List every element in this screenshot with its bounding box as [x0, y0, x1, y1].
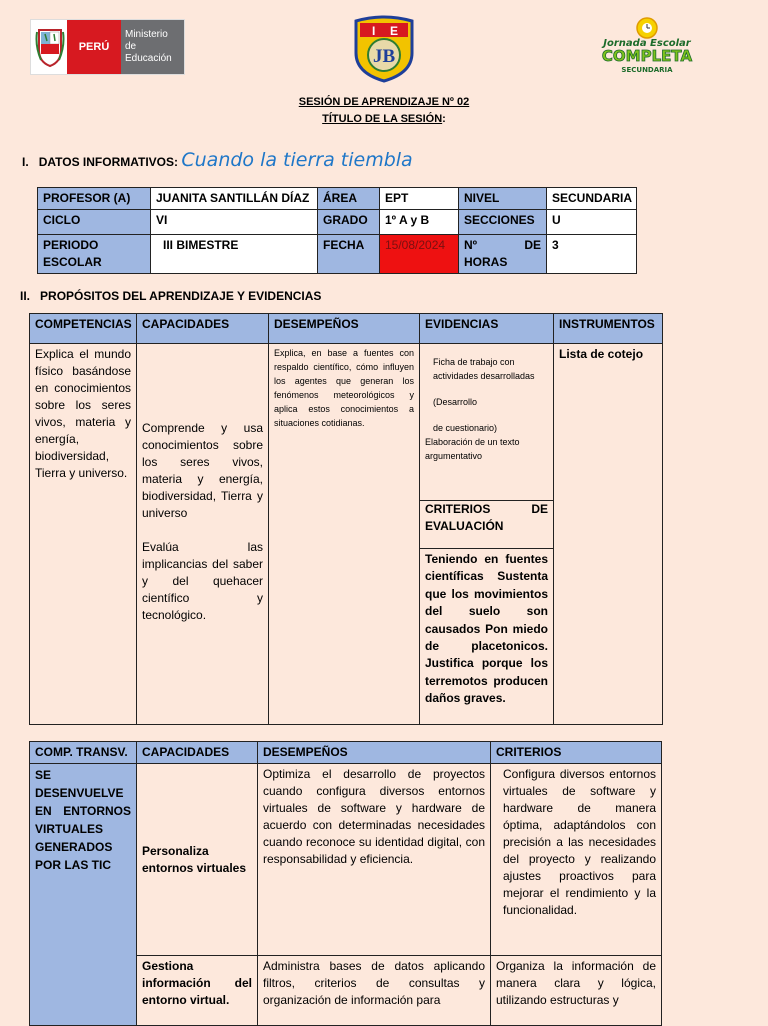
ciclo-label: CICLO: [38, 210, 151, 235]
evidencia-1: Ficha de trabajo con actividades desarrolladas: [433, 357, 535, 381]
session-main-title: Cuando la tierra tiembla: [181, 149, 413, 171]
session-number-text: SESIÓN DE APRENDIZAJE Nº 02: [298, 96, 470, 108]
criterios-evaluacion-text: Teniendo en fuentes científicas Sustenta que los movimientos del suelo son causados Pon miedo de placetonicos. Justifica porque los terremotos producen daños graves.: [420, 549, 554, 725]
crest-right-letter: E: [390, 24, 399, 38]
horas-label: [459, 235, 547, 274]
session-title-colon: :: [442, 113, 446, 125]
competencia-text: Explica el mundo físico basándose en conocimientos sobre los seres vivos, materia y energía, biodiversidad, Tierra y universo.: [30, 344, 137, 725]
crest-left-letter: I: [372, 24, 376, 38]
nivel-label: NIVEL: [459, 188, 547, 210]
secciones-label: SECCIONES: [459, 210, 547, 235]
desempeno-text: Explica, en base a fuentes con respaldo científico, cómo influyen los agentes que generan los fenómenos meteorológicos y aplica estos conocimientos a situaciones cotidianas.: [269, 344, 420, 725]
evidencias-cell: [420, 344, 554, 501]
header-instrumentos: INSTRUMENTOS: [554, 314, 663, 344]
jec-line3: SECUNDARIA: [621, 66, 673, 74]
horas-value: 3: [547, 235, 637, 274]
session-number-title: [0, 96, 768, 108]
ciclo-value: VI: [151, 210, 318, 235]
minedu-ministry-label: [121, 20, 184, 74]
secciones-value: U: [547, 210, 637, 235]
transv-capacidad-1: Personaliza entornos virtuales: [137, 764, 258, 956]
transversal-table: [29, 741, 662, 1026]
evidencia-2: (Desarrollo: [433, 397, 478, 407]
transv-competencia-text: SE DESENVUELVE EN ENTORNOS VIRTUALES GENERADOS POR LAS TIC: [30, 764, 137, 1026]
jornada-escolar-completa-logo: [588, 14, 706, 74]
fecha-label: FECHA: [318, 235, 380, 274]
header-transv-criterios: CRITERIOS: [491, 742, 662, 764]
capacidad-2: Evalúa las implicancias del saber y del quehacer científico y tecnológico.: [142, 540, 263, 622]
profesor-label: PROFESOR (A): [38, 188, 151, 210]
instrumento-text: Lista de cotejo: [554, 344, 663, 725]
info-table: [37, 187, 637, 274]
propositos-table: [29, 313, 663, 725]
transv-desempeno-2: Administra bases de datos aplicando filtros, criterios de consultas y organización de información para: [258, 956, 491, 1026]
area-label: ÁREA: [318, 188, 380, 210]
peru-shield-icon: [33, 24, 67, 70]
transv-desempeno-1: Optimiza el desarrollo de proyectos cuando configura diversos entornos virtuales de software y hardware de acuerdo con determinadas necesidades cuando reconoce su identidad digital, con responsabilidad y eficiencia.: [258, 764, 491, 956]
horas-label-part1: Nº: [464, 238, 478, 252]
nivel-value: SECUNDARIA: [547, 188, 637, 210]
grado-value: 1º A y B: [380, 210, 459, 235]
transv-criterio-1: Configura diversos entornos virtuales de software y hardware de manera óptima, adaptándolos con precisión a las necesidades del proyecto y realizando ajustes proactivos para mejorar el rendimiento y la funcionalidad.: [491, 764, 662, 956]
header-transv-capacidades: CAPACIDADES: [137, 742, 258, 764]
minedu-peru-label: PERÚ: [67, 20, 121, 74]
area-value: EPT: [380, 188, 459, 210]
fecha-value: 15/08/2024: [380, 235, 459, 274]
section-datos-informativos: [22, 149, 413, 171]
section-propositos: [20, 289, 321, 303]
header-capacidades: CAPACIDADES: [137, 314, 269, 344]
horas-label-part2: DE: [524, 238, 541, 252]
grado-label: GRADO: [318, 210, 380, 235]
school-crest-logo: [352, 15, 416, 83]
periodo-label: PERIODO ESCOLAR: [38, 235, 151, 274]
section2-label: PROPÓSITOS DEL APRENDIZAJE Y EVIDENCIAS: [40, 289, 322, 303]
evidencia-4: Elaboración de un texto argumentativo: [425, 437, 520, 461]
section1-label: DATOS INFORMATIVOS:: [38, 155, 179, 169]
header-desempenos: DESEMPEÑOS: [269, 314, 420, 344]
minedu-line2: de Educación: [125, 41, 172, 64]
section2-number: II.: [20, 289, 31, 303]
periodo-value: III BIMESTRE: [151, 235, 318, 274]
section1-number: I.: [22, 155, 29, 169]
evidencia-3: de cuestionario): [433, 423, 498, 433]
criterios-evaluacion-label: CRITERIOS DE EVALUACIÓN: [420, 501, 554, 549]
session-title-label-text: TÍTULO DE LA SESIÓN: [322, 113, 443, 125]
minedu-logo: [30, 19, 185, 75]
header-comp-transv: COMP. TRANSV.: [30, 742, 137, 764]
profesor-value: JUANITA SANTILLÁN DÍAZ: [151, 188, 318, 210]
crest-center-letters: JB: [373, 46, 396, 67]
header-evidencias: EVIDENCIAS: [420, 314, 554, 344]
header-competencias: COMPETENCIAS: [30, 314, 137, 344]
transv-capacidad-2: Gestiona información del entorno virtual.: [137, 956, 258, 1026]
capacidades-cell: [137, 344, 269, 725]
transv-criterio-2: Organiza la información de manera clara y lógica, utilizando estructuras y: [491, 956, 662, 1026]
jec-line1: Jornada Escolar: [603, 38, 691, 49]
minedu-line1: Ministerio: [125, 29, 168, 40]
session-title-label: [0, 113, 768, 125]
capacidad-1: Comprende y usa conocimientos sobre los seres vivos, materia y energía, biodiversidad, Tierra y universo: [142, 421, 263, 520]
jec-line2: COMPLETA: [601, 47, 693, 65]
horas-label-part3: HORAS: [464, 255, 508, 269]
header-transv-desempenos: DESEMPEÑOS: [258, 742, 491, 764]
